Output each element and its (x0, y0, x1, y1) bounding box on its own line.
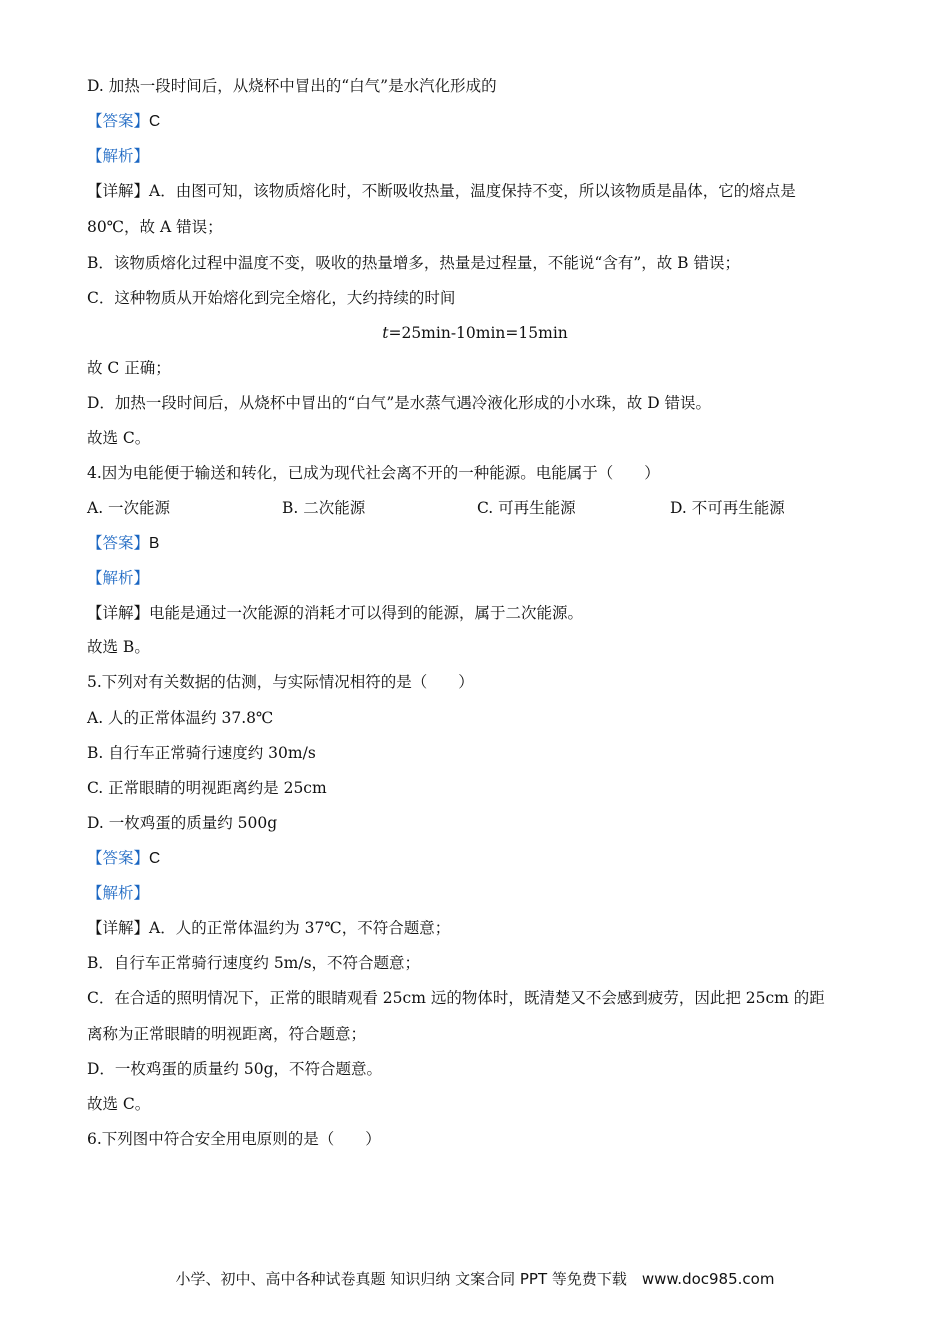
q3-conclusion: 故选 C。 (87, 429, 151, 447)
q5-detail-c-line1: C．在合适的照明情况下，正常的眼睛观看 25cm 远的物体时，既清楚又不会感到疲劳，因此把 25cm 的距 (87, 989, 825, 1007)
q4-option-b: B. 二次能源 (282, 499, 366, 517)
q4-option-a: A. 一次能源 (87, 499, 171, 517)
q5-detail-d: D．一枚鸡蛋的质量约 50g，不符合题意。 (87, 1060, 383, 1078)
detail-tag: 【详解】 (87, 604, 150, 622)
q4-detail (87, 602, 583, 624)
formula-expression: =25min-10min=15min (388, 324, 568, 342)
q6-stem: 6.下列图中符合安全用电原则的是（ ） (87, 1130, 381, 1148)
analysis-tag: 【解析】 (87, 147, 150, 165)
detail-tag: 【详解】 (87, 919, 150, 937)
q3-detail-c: C．这种物质从开始熔化到完全熔化，大约持续的时间 (87, 289, 456, 307)
q5-detail-b: B．自行车正常骑行速度约 5m/s，不符合题意； (87, 954, 421, 972)
q3-detail-b: B．该物质熔化过程中温度不变，吸收的热量增多，热量是过程量，不能说“含有”，故 B 错误； (87, 254, 740, 272)
q3-answer (87, 110, 160, 133)
answer-tag: 【答案】 (87, 849, 150, 867)
q5-detail-a (87, 917, 450, 939)
analysis-tag: 【解析】 (87, 569, 150, 587)
q3-option-d: D. 加热一段时间后，从烧杯中冒出的“白气”是水汽化形成的 (87, 77, 497, 95)
detail-text: A．人的正常体温约为 37℃，不符合题意； (149, 919, 451, 937)
q4-answer (87, 532, 159, 555)
q5-analysis-tag (87, 882, 149, 904)
analysis-tag: 【解析】 (87, 884, 150, 902)
q3-detail-a-line1 (87, 180, 796, 202)
q5-detail-c-line2: 离称为正常眼睛的明视距离，符合题意； (87, 1025, 367, 1043)
answer-value: C (149, 850, 161, 867)
answer-tag: 【答案】 (87, 112, 150, 130)
answer-tag: 【答案】 (87, 534, 150, 552)
q3-detail-a-line2: 80℃，故 A 错误； (87, 218, 223, 236)
q3-detail-c-conclusion: 故 C 正确； (87, 359, 171, 377)
q4-option-c: C. 可再生能源 (477, 499, 576, 517)
q4-analysis-tag (87, 567, 149, 589)
q3-formula (0, 322, 950, 344)
q3-detail-d: D．加热一段时间后，从烧杯中冒出的“白气”是水蒸气遇冷液化形成的小水珠，故 D 错误。 (87, 394, 712, 412)
formula-variable: t (382, 324, 389, 342)
q5-answer (87, 847, 160, 870)
q5-option-d: D. 一枚鸡蛋的质量约 500g (87, 814, 278, 832)
detail-text: A．由图可知，该物质熔化时，不断吸收热量，温度保持不变，所以该物质是晶体，它的熔点是 (149, 182, 796, 200)
q5-conclusion: 故选 C。 (87, 1095, 151, 1113)
q5-option-c: C. 正常眼睛的明视距离约是 25cm (87, 779, 327, 797)
q5-option-a: A. 人的正常体温约 37.8℃ (87, 709, 274, 727)
q4-option-d: D. 不可再生能源 (670, 499, 785, 517)
q4-stem: 4.因为电能便于输送和转化，已成为现代社会离不开的一种能源。电能属于（ ） (87, 464, 660, 482)
detail-tag: 【详解】 (87, 182, 150, 200)
detail-text: 电能是通过一次能源的消耗才可以得到的能源，属于二次能源。 (149, 604, 584, 622)
q4-options (87, 497, 867, 519)
answer-value: B (149, 535, 160, 552)
q5-stem: 5.下列对有关数据的估测，与实际情况相符的是（ ） (87, 673, 474, 691)
page-footer: 小学、初中、高中各种试卷真题 知识归纳 文案合同 PPT 等免费下载 www.doc985.com (175, 1270, 775, 1288)
q3-analysis-tag (87, 145, 149, 167)
answer-value: C (149, 113, 161, 130)
q4-conclusion: 故选 B。 (87, 638, 150, 656)
q5-option-b: B. 自行车正常骑行速度约 30m/s (87, 744, 316, 762)
